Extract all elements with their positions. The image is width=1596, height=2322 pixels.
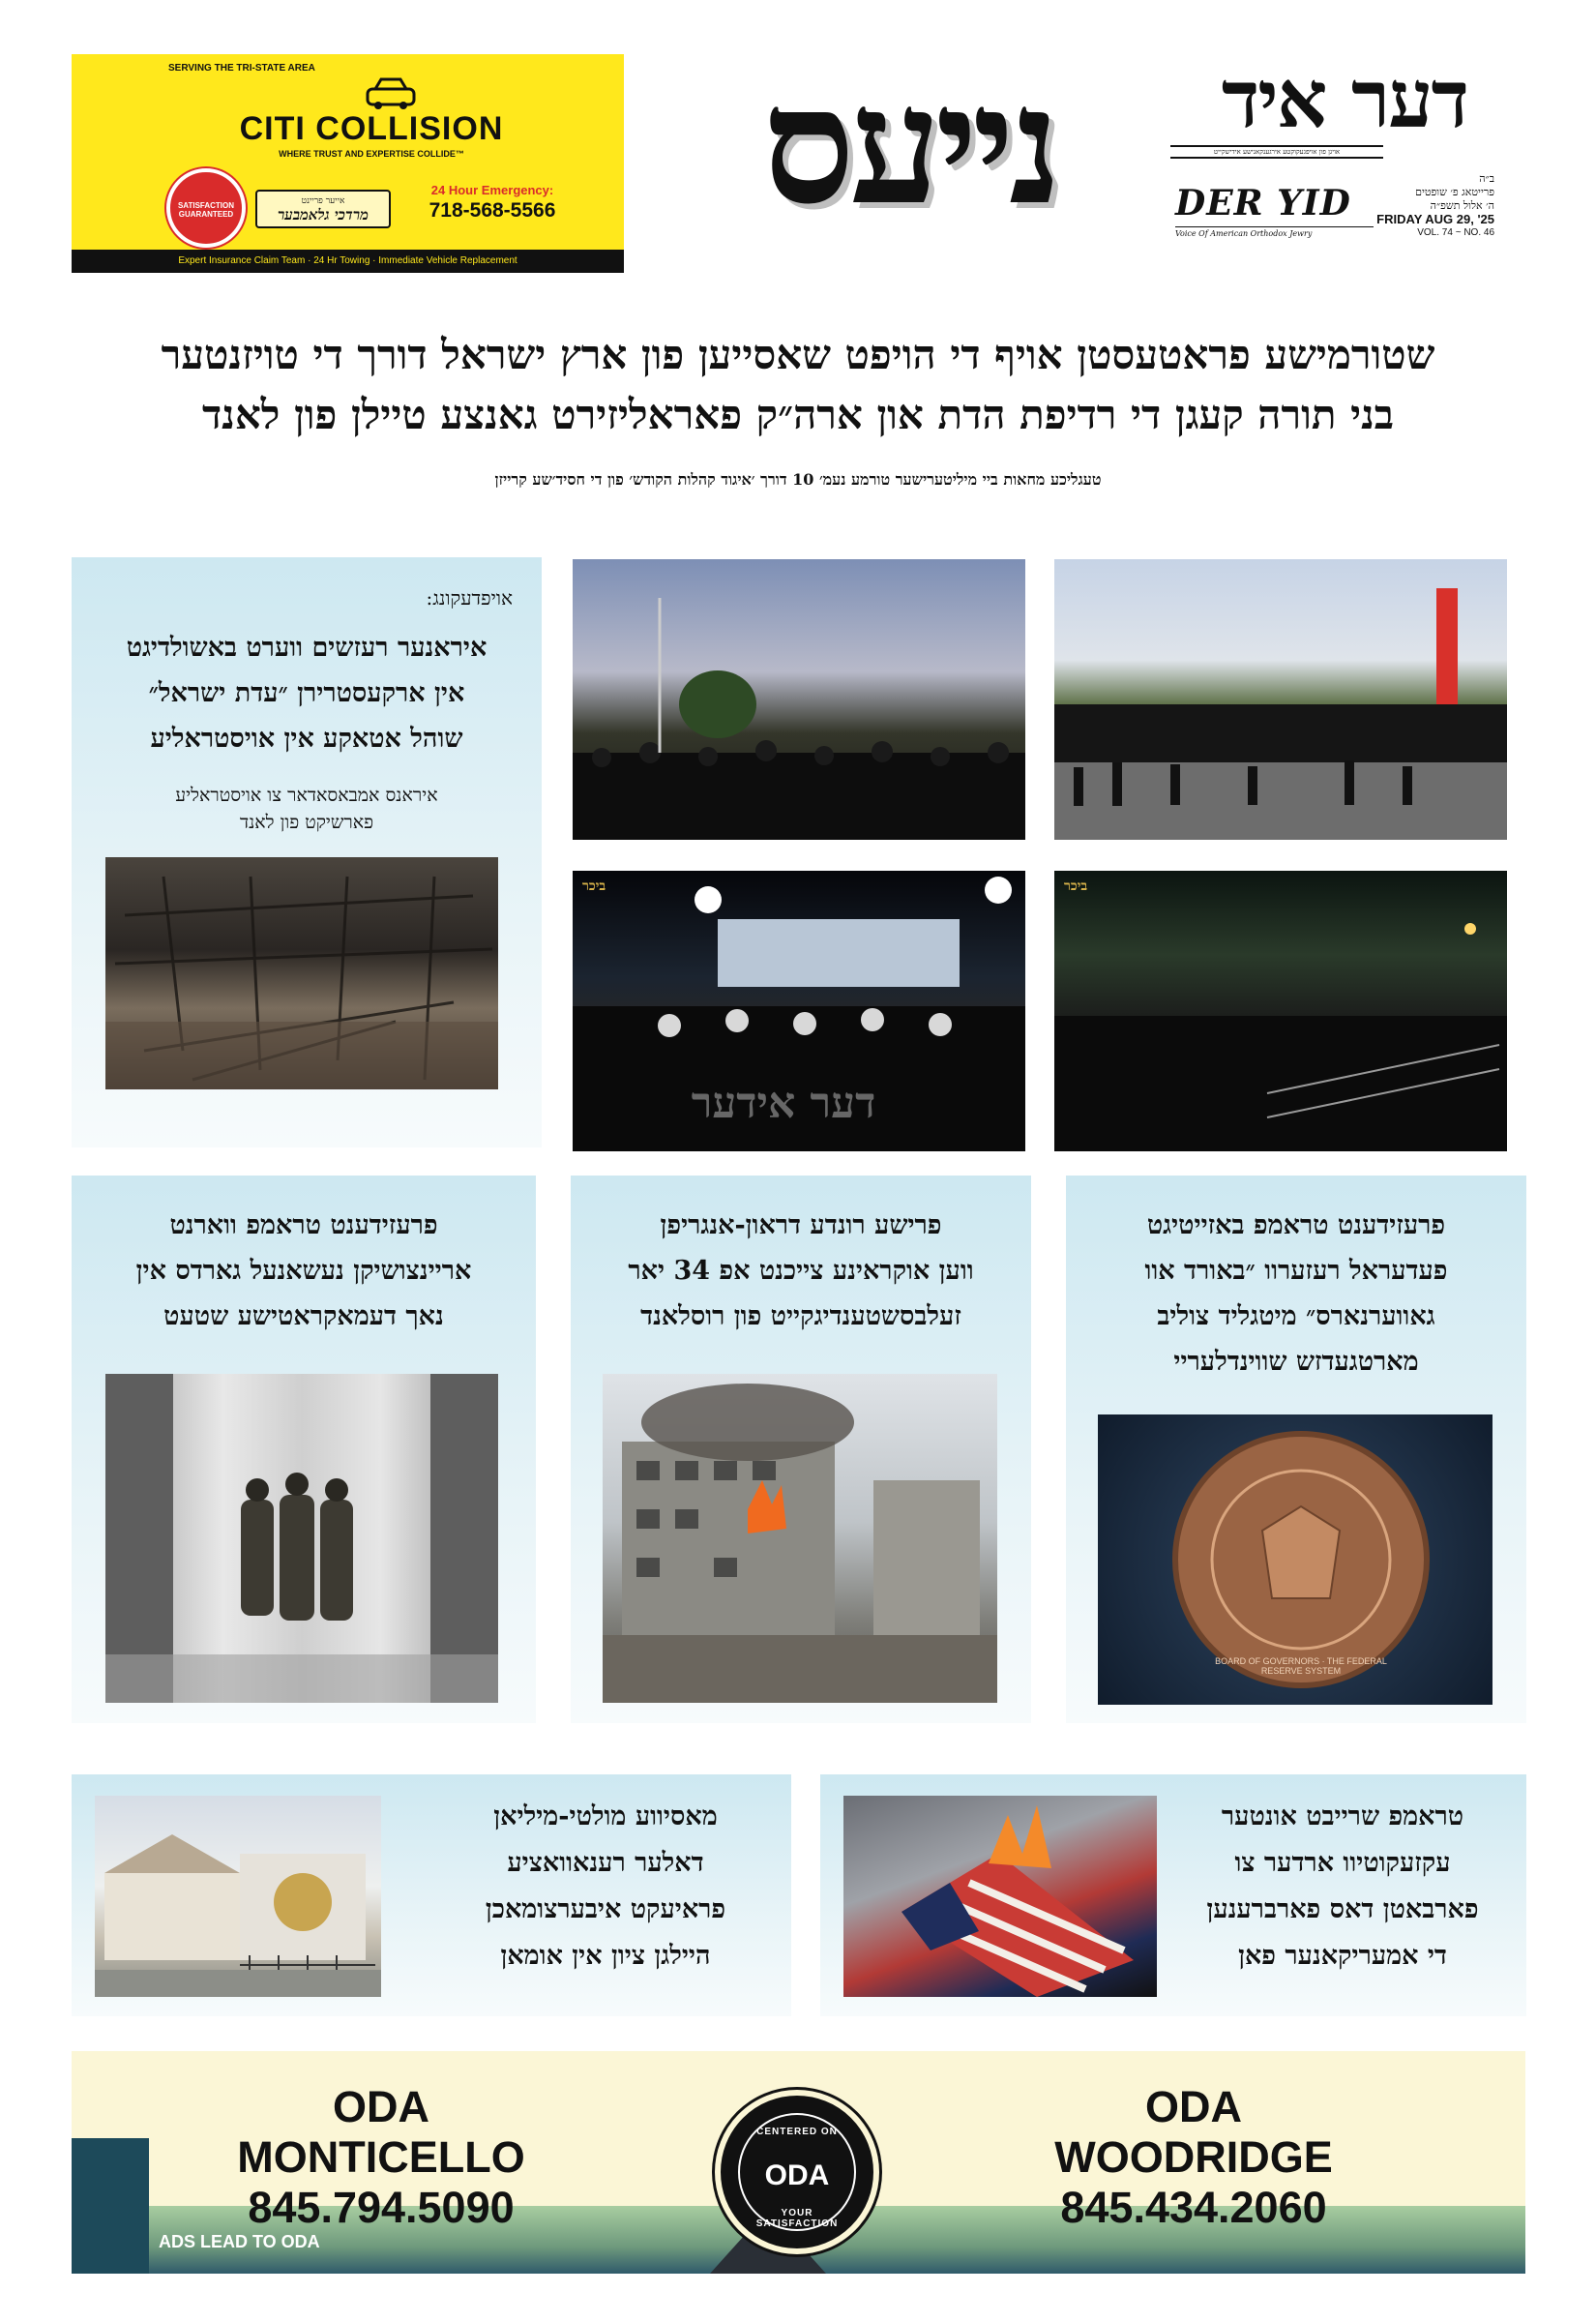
logo-text: ODA [764, 2159, 830, 2191]
title-line: פרעזידענט טראמפ באזייטיגט [1146, 1210, 1446, 1240]
dek-line: איראנס אמבאסאדאר צו אויסטראליע [175, 785, 438, 806]
ad-contact-name [255, 190, 391, 228]
flag-drawing [843, 1796, 1157, 1997]
building-drawing [95, 1796, 381, 1997]
night-crowd-photo [1054, 871, 1507, 1151]
title-line: די אמעריקאנער פאן [1238, 1941, 1447, 1971]
title-line: פארבאטן דאס פארברענען [1206, 1894, 1479, 1924]
oda-monticello [226, 2082, 536, 2233]
title-line: פרעזידענט טראמפ ווארנט [169, 1210, 438, 1240]
dek-line: פארשיקט פון לאנד [239, 812, 374, 833]
title-line: איראנער רעזשים ווערט באשולדיגט [126, 633, 488, 663]
logo-ring [738, 2113, 856, 2231]
volume-number: VOL. 74 ~ NO. 46 [1417, 227, 1494, 238]
flag-burning-photo [843, 1796, 1157, 1997]
oda-logo [715, 2090, 879, 2254]
story-national-guard[interactable] [72, 1176, 536, 1723]
ad-brand: CITI COLLISION [239, 110, 504, 147]
story-ukraine-drones[interactable] [571, 1176, 1031, 1723]
title-line: פרישע רונדע דראון-אנגריפן [660, 1210, 942, 1240]
burned-synagogue-photo [105, 857, 498, 1089]
citi-collision-ad[interactable] [72, 54, 624, 273]
ukraine-strike-photo [603, 1374, 997, 1703]
story-title [91, 1203, 517, 1339]
headline-line-2: בני תורה קעגן די רדיפת הדת און ארה״ק פאראליזירט גאנצע טיילן פון לאנד [201, 391, 1394, 438]
title-line: פעדעראל רעזערוו ״באורד אוו [1144, 1256, 1448, 1286]
masthead-date-block [1359, 172, 1494, 240]
story-federal-reserve[interactable] [1066, 1176, 1526, 1723]
masthead-subtitle: אויגן פון אויפגעקוקטע אירגענקאנישע אידישקייט [1170, 145, 1383, 159]
guarantee-seal [166, 168, 246, 248]
headline-line-1: שטורמישע פראטעסטן אויף די הויפט שאסייען פון ארץ ישראל דורך די טויזנטער [161, 331, 1435, 378]
ad-phone[interactable]: 718-568-5566 [429, 199, 556, 222]
seal-text: SATISFACTION GUARANTEED [177, 201, 235, 219]
masthead-news-title: נייעס [762, 49, 1056, 241]
title-line: טראמפ שרייבט אונטער [1221, 1801, 1464, 1831]
ad-emergency: 24 Hour Emergency: [430, 183, 554, 197]
title-line: היילגן ציון אין אומאן [500, 1941, 711, 1971]
title-line: שוהל אטאקע אין אויסטראליע [150, 724, 463, 754]
title-line: אריינצושיקן נעשאנעל גארדס אין [135, 1256, 472, 1286]
story-title [590, 1203, 1012, 1339]
masthead-latin: DER YID [1175, 183, 1351, 223]
location-phone[interactable]: 845.794.5090 [248, 2183, 515, 2232]
national-guard-photo [105, 1374, 498, 1703]
location-name: ODA MONTICELLO [237, 2082, 525, 2182]
protest-day-photo [1054, 559, 1507, 840]
bh-mark: ב״ה [1479, 172, 1494, 185]
photo-watermark-center: דער אידער [691, 1079, 876, 1128]
masthead-der-yid: דער איד [1221, 53, 1468, 146]
title-line: דאלער רענאוואציע [507, 1848, 704, 1878]
headline-subdeck: טעגליכע מחאות ביי מיליטערישער טורמע נעמ׳ 10 דורך ׳איגוד קהלות הקודש׳ פון די חסיד׳שע קרייזן [494, 470, 1102, 489]
title-line: פראיעקט איבערצומאכן [485, 1894, 726, 1924]
car-icon [362, 75, 420, 112]
story-iran-australia[interactable] [72, 557, 542, 1147]
english-date: FRIDAY AUG 29, '25 [1376, 212, 1494, 226]
ad-footer: Expert Insurance Claim Team · 24 Hr Towing · Immediate Vehicle Replacement [72, 250, 624, 273]
title-line: עקזעקוטיוו ארדער צו [1234, 1848, 1451, 1878]
title-line: זעלבסשטענדיגקייט פון רוסלאנד [640, 1301, 961, 1331]
location-phone[interactable]: 845.434.2060 [1060, 2183, 1327, 2232]
title-line: גאווערנארס״ מיטגליד צוליב [1157, 1301, 1435, 1331]
hebrew-date: פרייטאג פ׳ שופטים [1415, 186, 1494, 198]
contact-label: אייער פריינט [301, 196, 345, 206]
location-name: ODA WOODRIDGE [1054, 2082, 1333, 2182]
uman-building-photo [95, 1796, 381, 1997]
ad-roads-slogan: ADS LEAD TO ODA [159, 2232, 320, 2251]
story-uman-renovation[interactable] [72, 1774, 791, 2016]
hebrew-date-2: ה׳ אלול תשפ״ה [1430, 199, 1494, 212]
main-headline[interactable] [58, 325, 1538, 445]
masthead-voice: Voice Of American Orthodox Jewry [1175, 226, 1374, 238]
ring-top-text: CENTERED ON [756, 2127, 838, 2137]
protest-dusk-photo [573, 559, 1025, 840]
story-title [1168, 1794, 1517, 1980]
ad-serving-text: SERVING THE TRI-STATE AREA [168, 63, 315, 74]
ad-tagline: WHERE TRUST AND EXPERTISE COLLIDE™ [279, 149, 464, 159]
oda-woodridge [1039, 2082, 1348, 2233]
story-dek [91, 782, 522, 836]
ad-corner-mark [72, 2138, 149, 2274]
crowd-drawing [573, 559, 1025, 840]
story-flag-burning[interactable] [820, 1774, 1526, 2016]
story-title [91, 625, 522, 761]
ring-bottom-text: YOUR SATISFACTION [755, 2208, 839, 2229]
title-line: אין ארקעסטרירן ״עדת ישראל״ [148, 678, 465, 708]
burning-building-drawing [603, 1374, 997, 1703]
crowd-drawing [1054, 559, 1507, 840]
title-line: נאך דעמאקראטישע שטעט [163, 1301, 444, 1331]
seal-caption: BOARD OF GOVERNORS · THE FEDERAL RESERVE SYSTEM [1215, 1656, 1387, 1676]
rubble-drawing [105, 857, 498, 1089]
contact-name: מרדכי גלאמבער [277, 206, 369, 223]
photo-watermark: ביכר [1064, 878, 1088, 894]
photo-watermark: ביכר [582, 878, 606, 894]
title-line: מאסיווע מולטי-מיליאן [493, 1801, 718, 1831]
oda-ad[interactable] [72, 2051, 1525, 2274]
federal-reserve-seal-photo [1098, 1414, 1493, 1705]
story-title [1085, 1203, 1507, 1384]
crowd-drawing [1054, 871, 1507, 1151]
soldiers-drawing [105, 1374, 498, 1703]
title-line: ווען אוקראינע צייכנט אפ 34 יאר [628, 1256, 974, 1286]
story-kicker: אויפדעקונג: [426, 586, 513, 610]
story-title [429, 1794, 782, 1980]
title-line: מארטגעדזש שווינדלעריי [1173, 1347, 1419, 1377]
